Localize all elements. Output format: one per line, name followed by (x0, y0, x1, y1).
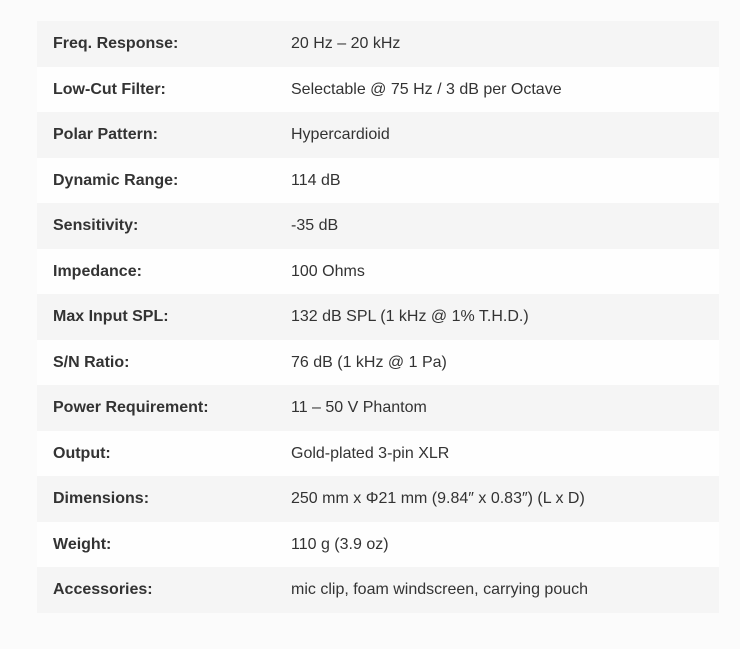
spec-label-cell: Output: (53, 444, 111, 462)
spec-label-cell: Max Input SPL: (53, 308, 169, 325)
spec-row (37, 203, 719, 249)
spec-table-body (37, 21, 719, 613)
spec-label-cell: S/N Ratio: (53, 353, 130, 371)
spec-value-cell: 114 dB (291, 171, 341, 189)
spec-value-cell: -35 dB (291, 217, 339, 234)
spec-row (37, 249, 719, 295)
spec-value-cell: 76 dB (1 kHz @ 1 Pa) (291, 353, 447, 371)
spec-row (37, 385, 719, 431)
spec-value-cell: Selectable @ 75 Hz / 3 dB per Octave (291, 80, 562, 98)
spec-row (37, 476, 719, 522)
spec-value-cell: mic clip, foam windscreen, carrying pouch (291, 581, 589, 598)
spec-label-cell: Sensitivity: (53, 217, 139, 234)
spec-row (37, 567, 719, 613)
spec-label-cell: Dimensions: (53, 490, 150, 507)
spec-table-container (37, 21, 719, 613)
spec-value-cell: 132 dB SPL (1 kHz @ 1% T.H.D.) (291, 308, 529, 325)
spec-row (37, 67, 719, 113)
spec-label-cell: Power Requirement: (53, 399, 209, 416)
spec-label-cell: Dynamic Range: (53, 171, 179, 189)
spec-label-cell: Accessories: (53, 581, 153, 598)
spec-value-cell: Hypercardioid (291, 126, 390, 143)
spec-table (37, 21, 719, 613)
spec-value-cell: Gold-plated 3-pin XLR (291, 444, 450, 462)
spec-row (37, 431, 719, 477)
spec-label-cell: Impedance: (53, 262, 142, 280)
spec-row (37, 112, 719, 158)
spec-row (37, 158, 719, 204)
spec-value-cell: 11 – 50 V Phantom (291, 399, 427, 416)
spec-value-cell: 100 Ohms (291, 262, 365, 280)
spec-label-cell: Polar Pattern: (53, 126, 158, 143)
spec-label-cell: Freq. Response: (53, 35, 179, 52)
spec-value-cell: 250 mm x Φ21 mm (9.84″ x 0.83″) (L x D) (291, 490, 585, 507)
spec-label-cell: Weight: (53, 535, 112, 553)
spec-value-cell: 20 Hz – 20 kHz (291, 35, 401, 52)
spec-value-cell: 110 g (3.9 oz) (291, 535, 389, 553)
spec-row (37, 522, 719, 568)
spec-label-cell: Low-Cut Filter: (53, 80, 166, 98)
spec-row (37, 21, 719, 67)
spec-row (37, 294, 719, 340)
spec-row (37, 340, 719, 386)
